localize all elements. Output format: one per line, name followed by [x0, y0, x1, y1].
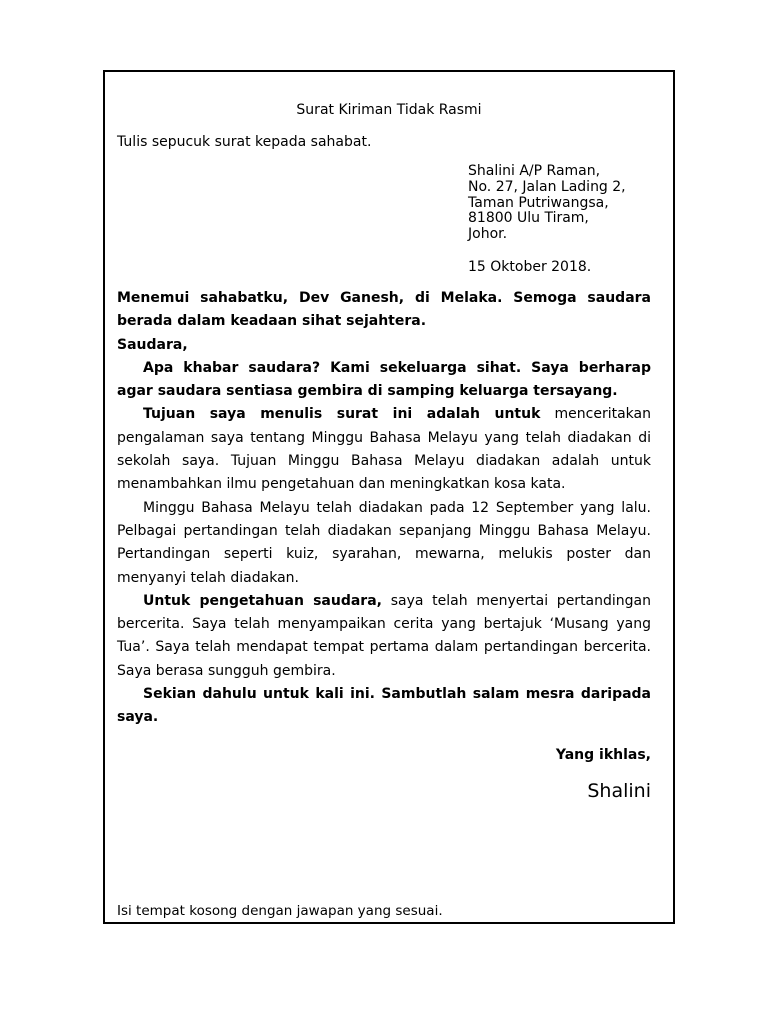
address-line: Johor. [468, 226, 508, 243]
signature: Shalini [587, 780, 651, 802]
address-line: 81800 Ulu Tiram, [468, 210, 589, 227]
closing-text: Yang ikhlas, [555, 747, 651, 763]
paragraph-2-bold: Tujuan saya menulis surat ini adalah untuk [143, 406, 541, 423]
paragraph-2 [117, 403, 651, 496]
paragraph-4 [117, 590, 651, 683]
footer-note: Isi tempat kosong dengan jawapan yang sesuai. [117, 903, 443, 919]
paragraph-5: Sekian dahulu untuk kali ini. Sambutlah salam mesra daripada saya. [117, 686, 651, 726]
opening-paragraph: Menemui sahabatku, Dev Ganesh, di Melaka. Semoga saudara berada dalam keadaan sihat sejahtera. [117, 290, 651, 330]
address-line: Taman Putriwangsa, [468, 194, 609, 211]
letter-body [117, 287, 651, 730]
letter-date: 15 Oktober 2018. [468, 259, 592, 275]
address-line: No. 27, Jalan Lading 2, [468, 178, 626, 195]
salutation: Saudara, [117, 336, 188, 353]
document-title: Surat Kiriman Tidak Rasmi [296, 102, 482, 118]
address-line: Shalini A/P Raman, [468, 163, 601, 179]
paragraph-3: Minggu Bahasa Melayu telah diadakan pada 12 September yang lalu. Pelbagai pertandingan telah diadakan sepanjang Minggu Bahasa Melayu. Pertandingan seperti kuiz, syarahan, mewarna, melukis poster dan menyanyi telah diadakan. [117, 499, 651, 586]
paragraph-2-text: menceritakan pengalaman saya tentang Minggu Bahasa Melayu yang telah diadakan di sekolah saya. Tujuan Minggu Bahasa Melayu diadakan adalah untuk menambahkan ilmu pengetahuan dan meningkatkan kosa kata. [117, 406, 651, 493]
paragraph-4-text: saya telah menyertai pertandingan bercerita. Saya telah menyampaikan cerita yang bertajuk ‘Musang yang Tua’. Saya telah mendapat tempat pertama dalam pertandingan bercerita. Saya berasa sungguh gembira. [117, 592, 651, 679]
sender-address [468, 164, 626, 243]
paragraph-4-bold: Untuk pengetahuan saudara, [143, 592, 382, 609]
instruction-text: Tulis sepucuk surat kepada sahabat. [117, 134, 372, 150]
paragraph-1: Apa khabar saudara? Kami sekeluarga sihat. Saya berharap agar saudara sentiasa gembira di samping keluarga tersayang. [117, 359, 651, 400]
